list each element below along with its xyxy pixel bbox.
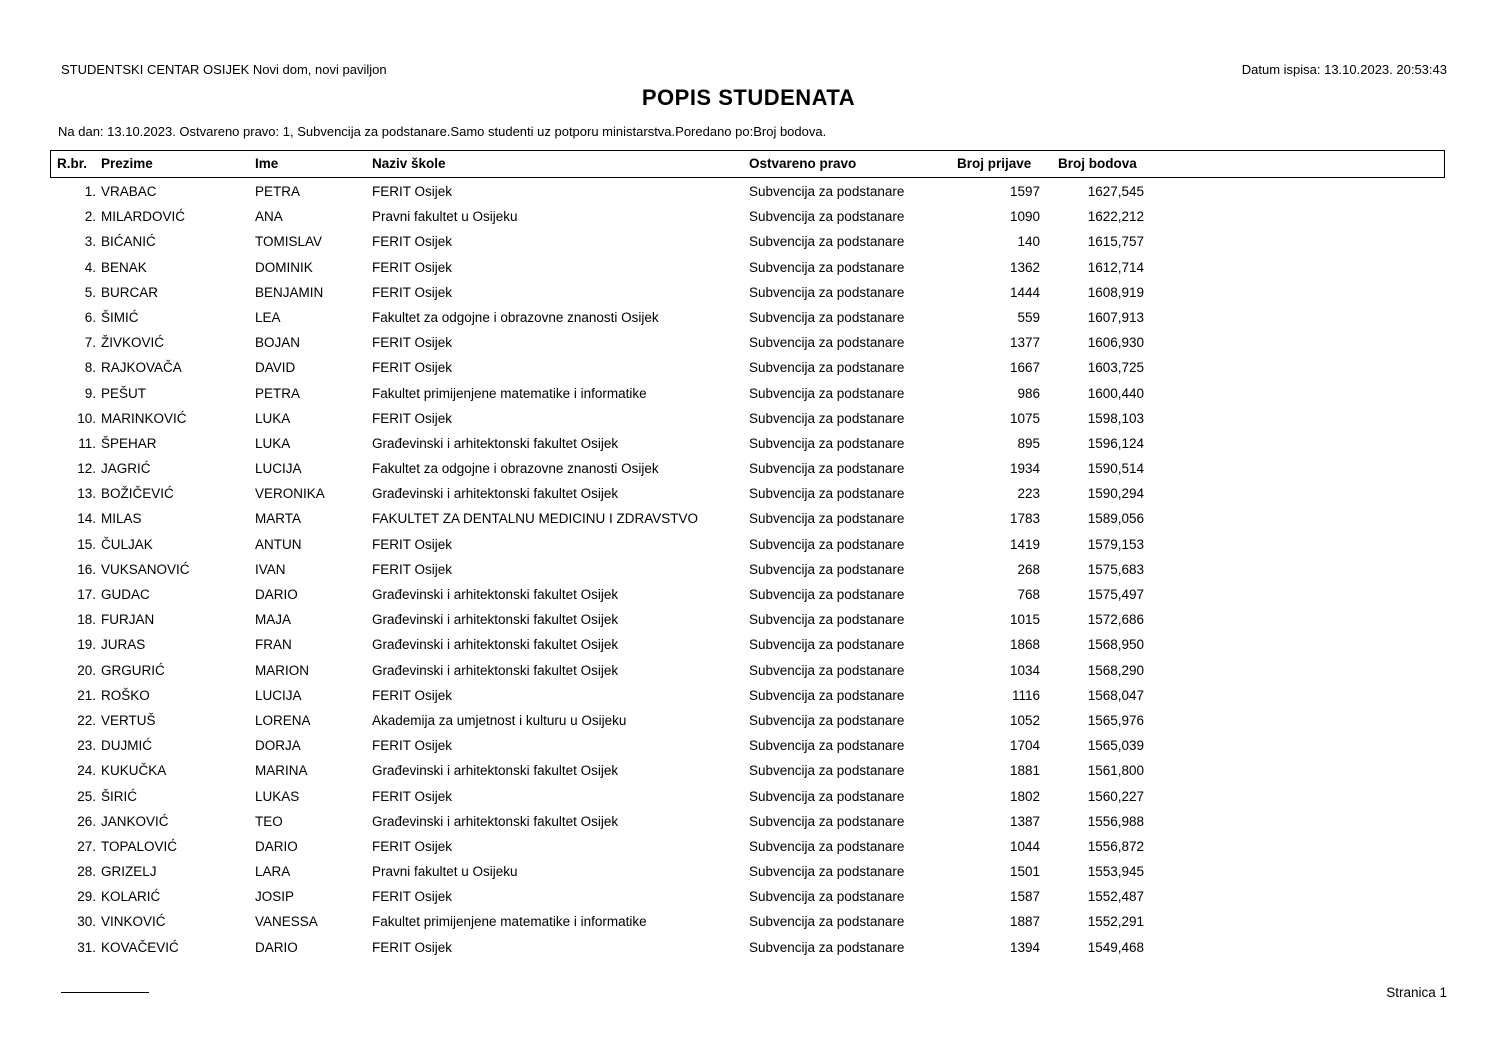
granted-right: Subvencija za podstanare bbox=[749, 662, 905, 678]
application-number: 1597 bbox=[1009, 184, 1040, 199]
table-row bbox=[0, 711, 1497, 736]
row-number: 15. bbox=[77, 536, 96, 552]
points: 1565,039 bbox=[1087, 738, 1144, 754]
granted-right: Subvencija za podstanare bbox=[749, 561, 905, 577]
row-number: 17. bbox=[77, 587, 96, 602]
table-row bbox=[0, 661, 1497, 686]
school-name: FERIT Osijek bbox=[372, 410, 453, 426]
granted-right: Subvencija za podstanare bbox=[749, 259, 905, 275]
row-number: 25. bbox=[77, 788, 96, 804]
school-name: FERIT Osijek bbox=[372, 889, 453, 905]
school-name: Građevinski i arhitektonski fakultet Osijek bbox=[372, 763, 619, 779]
first-name: MARTA bbox=[255, 511, 302, 527]
first-name: TEO bbox=[255, 813, 283, 829]
school-name: FERIT Osijek bbox=[372, 259, 453, 275]
table-header bbox=[50, 150, 1445, 178]
table-row bbox=[0, 761, 1497, 786]
school-name: Fakultet za odgojne i obrazovne znanosti Osijek bbox=[372, 309, 659, 325]
table-row bbox=[0, 509, 1497, 534]
row-number: 23. bbox=[77, 738, 96, 754]
table-row bbox=[0, 207, 1497, 232]
application-number: 1501 bbox=[1009, 864, 1040, 880]
school-name: FERIT Osijek bbox=[372, 234, 453, 250]
granted-right: Subvencija za podstanare bbox=[749, 209, 905, 225]
surname: KOLARIĆ bbox=[101, 889, 161, 905]
granted-right: Subvencija za podstanare bbox=[749, 486, 905, 502]
first-name: DAVID bbox=[255, 360, 296, 376]
school-name: Građevinski i arhitektonski fakultet Osijek bbox=[372, 435, 619, 451]
school-name: FERIT Osijek bbox=[372, 360, 453, 376]
granted-right: Subvencija za podstanare bbox=[749, 637, 905, 653]
points: 1612,714 bbox=[1087, 259, 1144, 275]
surname: VRABAC bbox=[101, 184, 157, 199]
column-header-ime: Ime bbox=[255, 156, 279, 171]
first-name: LUKAS bbox=[255, 788, 300, 804]
application-number: 1667 bbox=[1009, 360, 1040, 376]
points: 1556,872 bbox=[1087, 838, 1144, 854]
row-number: 20. bbox=[77, 662, 96, 678]
column-header-ostvareno-pravo: Ostvareno pravo bbox=[749, 156, 857, 171]
surname: KOVAČEVIĆ bbox=[101, 939, 179, 955]
row-number: 29. bbox=[77, 889, 96, 905]
table-row bbox=[0, 560, 1497, 585]
first-name: BENJAMIN bbox=[255, 284, 324, 300]
first-name: MARION bbox=[255, 662, 309, 678]
first-name: DOMINIK bbox=[255, 259, 313, 275]
points: 1568,290 bbox=[1087, 662, 1144, 678]
points: 1579,153 bbox=[1087, 536, 1144, 552]
school-name: FERIT Osijek bbox=[372, 687, 453, 703]
surname: VUKSANOVIĆ bbox=[101, 561, 190, 577]
table-row bbox=[0, 887, 1497, 912]
surname: GRIZELJ bbox=[101, 864, 157, 880]
granted-right: Subvencija za podstanare bbox=[749, 939, 905, 955]
row-number: 18. bbox=[77, 612, 96, 628]
surname: BURCAR bbox=[101, 284, 159, 300]
print-date: Datum ispisa: 13.10.2023. 20:53:43 bbox=[1241, 62, 1447, 77]
table-row bbox=[0, 837, 1497, 862]
first-name: BOJAN bbox=[255, 335, 301, 351]
school-name: Pravni fakultet u Osijeku bbox=[372, 209, 518, 225]
surname: JURAS bbox=[101, 637, 146, 653]
granted-right: Subvencija za podstanare bbox=[749, 914, 905, 930]
table-row bbox=[0, 182, 1497, 207]
table-row bbox=[0, 459, 1497, 484]
points: 1549,468 bbox=[1087, 939, 1144, 955]
row-number: 21. bbox=[77, 687, 96, 703]
surname: PEŠUT bbox=[101, 385, 147, 401]
row-number: 22. bbox=[77, 712, 96, 728]
application-number: 1377 bbox=[1009, 335, 1040, 351]
table-row bbox=[0, 938, 1497, 963]
points: 1600,440 bbox=[1087, 385, 1144, 401]
school-name: FERIT Osijek bbox=[372, 536, 453, 552]
surname: MILARDOVIĆ bbox=[101, 209, 186, 225]
points: 1590,514 bbox=[1087, 461, 1144, 477]
application-number: 1075 bbox=[1009, 410, 1040, 426]
institution-name: STUDENTSKI CENTAR OSIJEK Novi dom, novi paviljon bbox=[61, 62, 387, 77]
table-row bbox=[0, 333, 1497, 358]
row-number: 24. bbox=[77, 763, 96, 779]
granted-right: Subvencija za podstanare bbox=[749, 838, 905, 854]
row-number: 13. bbox=[77, 486, 96, 502]
table-row bbox=[0, 635, 1497, 660]
application-number: 1394 bbox=[1009, 939, 1040, 955]
first-name: LUKA bbox=[255, 410, 291, 426]
granted-right: Subvencija za podstanare bbox=[749, 184, 905, 199]
application-number: 1887 bbox=[1009, 914, 1040, 930]
first-name: LUCIJA bbox=[255, 687, 302, 703]
first-name: PETRA bbox=[255, 184, 301, 199]
granted-right: Subvencija za podstanare bbox=[749, 410, 905, 426]
application-number: 1419 bbox=[1009, 536, 1040, 552]
application-number: 1802 bbox=[1009, 788, 1040, 804]
table-row bbox=[0, 862, 1497, 887]
column-header-broj-prijave: Broj prijave bbox=[957, 156, 1032, 171]
application-number: 1587 bbox=[1009, 889, 1040, 905]
school-name: FERIT Osijek bbox=[372, 788, 453, 804]
row-number: 1. bbox=[84, 184, 96, 199]
row-number: 27. bbox=[77, 838, 96, 854]
points: 1565,976 bbox=[1087, 712, 1144, 728]
first-name: VANESSA bbox=[255, 914, 318, 930]
surname: JAGRIĆ bbox=[101, 461, 151, 477]
table-row bbox=[0, 358, 1497, 383]
school-name: FAKULTET ZA DENTALNU MEDICINU I ZDRAVSTVO bbox=[372, 511, 699, 527]
points: 1568,047 bbox=[1087, 687, 1144, 703]
first-name: PETRA bbox=[255, 385, 301, 401]
school-name: Građevinski i arhitektonski fakultet Osijek bbox=[372, 612, 619, 628]
points: 1622,212 bbox=[1087, 209, 1144, 225]
surname: GRGURIĆ bbox=[101, 662, 165, 678]
row-number: 14. bbox=[77, 511, 96, 527]
first-name: LUCIJA bbox=[255, 461, 302, 477]
points: 1607,913 bbox=[1087, 309, 1144, 325]
first-name: LARA bbox=[255, 864, 291, 880]
school-name: Građevinski i arhitektonski fakultet Osijek bbox=[372, 587, 619, 602]
points: 1568,950 bbox=[1087, 637, 1144, 653]
points: 1606,930 bbox=[1087, 335, 1144, 351]
school-name: FERIT Osijek bbox=[372, 335, 453, 351]
school-name: FERIT Osijek bbox=[372, 939, 453, 955]
surname: KUKUČKA bbox=[101, 763, 167, 779]
row-number: 16. bbox=[77, 561, 96, 577]
points: 1575,683 bbox=[1087, 561, 1144, 577]
granted-right: Subvencija za podstanare bbox=[749, 284, 905, 300]
table-row bbox=[0, 258, 1497, 283]
granted-right: Subvencija za podstanare bbox=[749, 385, 905, 401]
application-number: 1034 bbox=[1009, 662, 1040, 678]
points: 1561,800 bbox=[1087, 763, 1144, 779]
surname: GUDAC bbox=[101, 587, 150, 602]
table-row bbox=[0, 434, 1497, 459]
school-name: Građevinski i arhitektonski fakultet Osijek bbox=[372, 813, 619, 829]
granted-right: Subvencija za podstanare bbox=[749, 234, 905, 250]
application-number: 559 bbox=[1017, 309, 1040, 325]
surname: DUJMIĆ bbox=[101, 738, 152, 754]
school-name: FERIT Osijek bbox=[372, 838, 453, 854]
row-number: 28. bbox=[77, 864, 96, 880]
points: 1589,056 bbox=[1087, 511, 1144, 527]
table-row bbox=[0, 484, 1497, 509]
column-header-naziv-skole: Naziv škole bbox=[372, 156, 446, 171]
application-number: 895 bbox=[1017, 435, 1040, 451]
surname: JANKOVIĆ bbox=[101, 813, 169, 829]
school-name: FERIT Osijek bbox=[372, 184, 453, 199]
row-number: 12. bbox=[77, 461, 96, 477]
row-number: 2. bbox=[84, 209, 96, 225]
first-name: MARINA bbox=[255, 763, 308, 779]
table-row bbox=[0, 283, 1497, 308]
points: 1627,545 bbox=[1087, 184, 1144, 199]
row-number: 8. bbox=[84, 360, 96, 376]
surname: VERTUŠ bbox=[101, 712, 156, 728]
surname: FURJAN bbox=[101, 612, 155, 628]
surname: MILAS bbox=[101, 511, 142, 527]
row-number: 11. bbox=[78, 435, 96, 451]
table-row bbox=[0, 610, 1497, 635]
application-number: 223 bbox=[1017, 486, 1040, 502]
first-name: DARIO bbox=[255, 838, 298, 854]
surname: ČULJAK bbox=[101, 536, 153, 552]
table-row bbox=[0, 736, 1497, 761]
surname: BOŽIČEVIĆ bbox=[101, 486, 174, 502]
column-header-broj-bodova: Broj bodova bbox=[1058, 156, 1137, 171]
points: 1590,294 bbox=[1087, 486, 1144, 502]
points: 1572,686 bbox=[1087, 612, 1144, 628]
first-name: TOMISLAV bbox=[255, 234, 323, 250]
surname: ŠIMIĆ bbox=[101, 309, 139, 325]
school-name: Fakultet primijenjene matematike i informatike bbox=[372, 914, 647, 930]
row-number: 9. bbox=[84, 385, 96, 401]
application-number: 1362 bbox=[1009, 259, 1040, 275]
granted-right: Subvencija za podstanare bbox=[749, 587, 905, 602]
surname: VINKOVIĆ bbox=[101, 914, 166, 930]
granted-right: Subvencija za podstanare bbox=[749, 738, 905, 754]
surname: ŠIRIĆ bbox=[101, 788, 138, 804]
first-name: ANA bbox=[255, 209, 283, 225]
granted-right: Subvencija za podstanare bbox=[749, 763, 905, 779]
surname: BENAK bbox=[101, 259, 147, 275]
application-number: 1015 bbox=[1009, 612, 1040, 628]
first-name: DARIO bbox=[255, 939, 298, 955]
row-number: 26. bbox=[77, 813, 96, 829]
points: 1608,919 bbox=[1087, 284, 1144, 300]
surname: RAJKOVAČA bbox=[101, 360, 182, 376]
report-criteria: Na dan: 13.10.2023. Ostvareno pravo: 1, Subvencija za podstanare.Samo studenti uz potporu ministarstva.Poredano po:Broj bodova. bbox=[58, 124, 827, 139]
application-number: 1881 bbox=[1009, 763, 1040, 779]
school-name: FERIT Osijek bbox=[372, 738, 453, 754]
page-title: POPIS STUDENATA bbox=[641, 85, 856, 110]
points: 1615,757 bbox=[1087, 234, 1144, 250]
footer-divider bbox=[61, 992, 149, 993]
granted-right: Subvencija za podstanare bbox=[749, 511, 905, 527]
column-header-rbr: R.br. bbox=[57, 156, 88, 171]
granted-right: Subvencija za podstanare bbox=[749, 309, 905, 325]
points: 1552,487 bbox=[1087, 889, 1144, 905]
granted-right: Subvencija za podstanare bbox=[749, 864, 905, 880]
surname: ROŠKO bbox=[101, 687, 150, 703]
school-name: Akademija za umjetnost i kulturu u Osijeku bbox=[372, 712, 627, 728]
first-name: LEA bbox=[255, 309, 281, 325]
application-number: 268 bbox=[1017, 561, 1040, 577]
granted-right: Subvencija za podstanare bbox=[749, 612, 905, 628]
points: 1575,497 bbox=[1087, 587, 1144, 602]
application-number: 1444 bbox=[1009, 284, 1040, 300]
row-number: 19. bbox=[77, 637, 96, 653]
school-name: Građevinski i arhitektonski fakultet Osijek bbox=[372, 486, 619, 502]
table-row bbox=[0, 232, 1497, 257]
table-row bbox=[0, 535, 1497, 560]
table-row bbox=[0, 384, 1497, 409]
first-name: DARIO bbox=[255, 587, 298, 602]
surname: ŽIVKOVIĆ bbox=[101, 335, 165, 351]
surname: ŠPEHAR bbox=[101, 435, 157, 451]
surname: BIĆANIĆ bbox=[101, 234, 156, 250]
school-name: Pravni fakultet u Osijeku bbox=[372, 864, 518, 880]
first-name: LUKA bbox=[255, 435, 291, 451]
table-row bbox=[0, 585, 1497, 610]
points: 1598,103 bbox=[1087, 410, 1144, 426]
school-name: Građevinski i arhitektonski fakultet Osijek bbox=[372, 662, 619, 678]
granted-right: Subvencija za podstanare bbox=[749, 360, 905, 376]
application-number: 1387 bbox=[1009, 813, 1040, 829]
surname: TOPALOVIĆ bbox=[101, 838, 178, 854]
points: 1596,124 bbox=[1087, 435, 1144, 451]
first-name: DORJA bbox=[255, 738, 301, 754]
row-number: 7. bbox=[84, 335, 96, 351]
row-number: 31. bbox=[77, 939, 96, 955]
granted-right: Subvencija za podstanare bbox=[749, 536, 905, 552]
points: 1560,227 bbox=[1087, 788, 1144, 804]
table-row bbox=[0, 409, 1497, 434]
first-name: IVAN bbox=[255, 561, 286, 577]
granted-right: Subvencija za podstanare bbox=[749, 813, 905, 829]
application-number: 140 bbox=[1017, 234, 1040, 250]
points: 1552,291 bbox=[1087, 914, 1144, 930]
points: 1603,725 bbox=[1087, 360, 1144, 376]
table-row bbox=[0, 812, 1497, 837]
application-number: 1052 bbox=[1009, 712, 1040, 728]
granted-right: Subvencija za podstanare bbox=[749, 712, 905, 728]
first-name: FRAN bbox=[255, 637, 292, 653]
column-header-prezime: Prezime bbox=[101, 156, 153, 171]
granted-right: Subvencija za podstanare bbox=[749, 788, 905, 804]
page-number: Stranica 1 bbox=[1386, 985, 1447, 1000]
school-name: Građevinski i arhitektonski fakultet Osijek bbox=[372, 637, 619, 653]
first-name: LORENA bbox=[255, 712, 311, 728]
school-name: Fakultet primijenjene matematike i informatike bbox=[372, 385, 647, 401]
application-number: 1783 bbox=[1009, 511, 1040, 527]
table-row bbox=[0, 787, 1497, 812]
school-name: FERIT Osijek bbox=[372, 561, 453, 577]
application-number: 1704 bbox=[1009, 738, 1040, 754]
application-number: 986 bbox=[1017, 385, 1040, 401]
first-name: VERONIKA bbox=[255, 486, 325, 502]
row-number: 4. bbox=[84, 259, 96, 275]
row-number: 5. bbox=[84, 284, 96, 300]
table-row bbox=[0, 308, 1497, 333]
granted-right: Subvencija za podstanare bbox=[749, 335, 905, 351]
application-number: 1934 bbox=[1009, 461, 1040, 477]
table-row bbox=[0, 912, 1497, 937]
table-row bbox=[0, 686, 1497, 711]
school-name: Fakultet za odgojne i obrazovne znanosti Osijek bbox=[372, 461, 659, 477]
points: 1556,988 bbox=[1087, 813, 1144, 829]
first-name: MAJA bbox=[255, 612, 292, 628]
surname: MARINKOVIĆ bbox=[101, 410, 187, 426]
application-number: 1044 bbox=[1009, 838, 1040, 854]
application-number: 1116 bbox=[1011, 687, 1040, 703]
row-number: 30. bbox=[77, 914, 96, 930]
application-number: 768 bbox=[1017, 587, 1040, 602]
first-name: ANTUN bbox=[255, 536, 302, 552]
row-number: 10. bbox=[77, 410, 96, 426]
first-name: JOSIP bbox=[255, 889, 295, 905]
row-number: 6. bbox=[84, 309, 96, 325]
granted-right: Subvencija za podstanare bbox=[749, 889, 905, 905]
granted-right: Subvencija za podstanare bbox=[749, 461, 905, 477]
application-number: 1868 bbox=[1009, 637, 1040, 653]
granted-right: Subvencija za podstanare bbox=[749, 687, 905, 703]
school-name: FERIT Osijek bbox=[372, 284, 453, 300]
granted-right: Subvencija za podstanare bbox=[749, 435, 905, 451]
points: 1553,945 bbox=[1087, 864, 1144, 880]
application-number: 1090 bbox=[1009, 209, 1040, 225]
student-list bbox=[0, 182, 1497, 963]
row-number: 3. bbox=[84, 234, 96, 250]
